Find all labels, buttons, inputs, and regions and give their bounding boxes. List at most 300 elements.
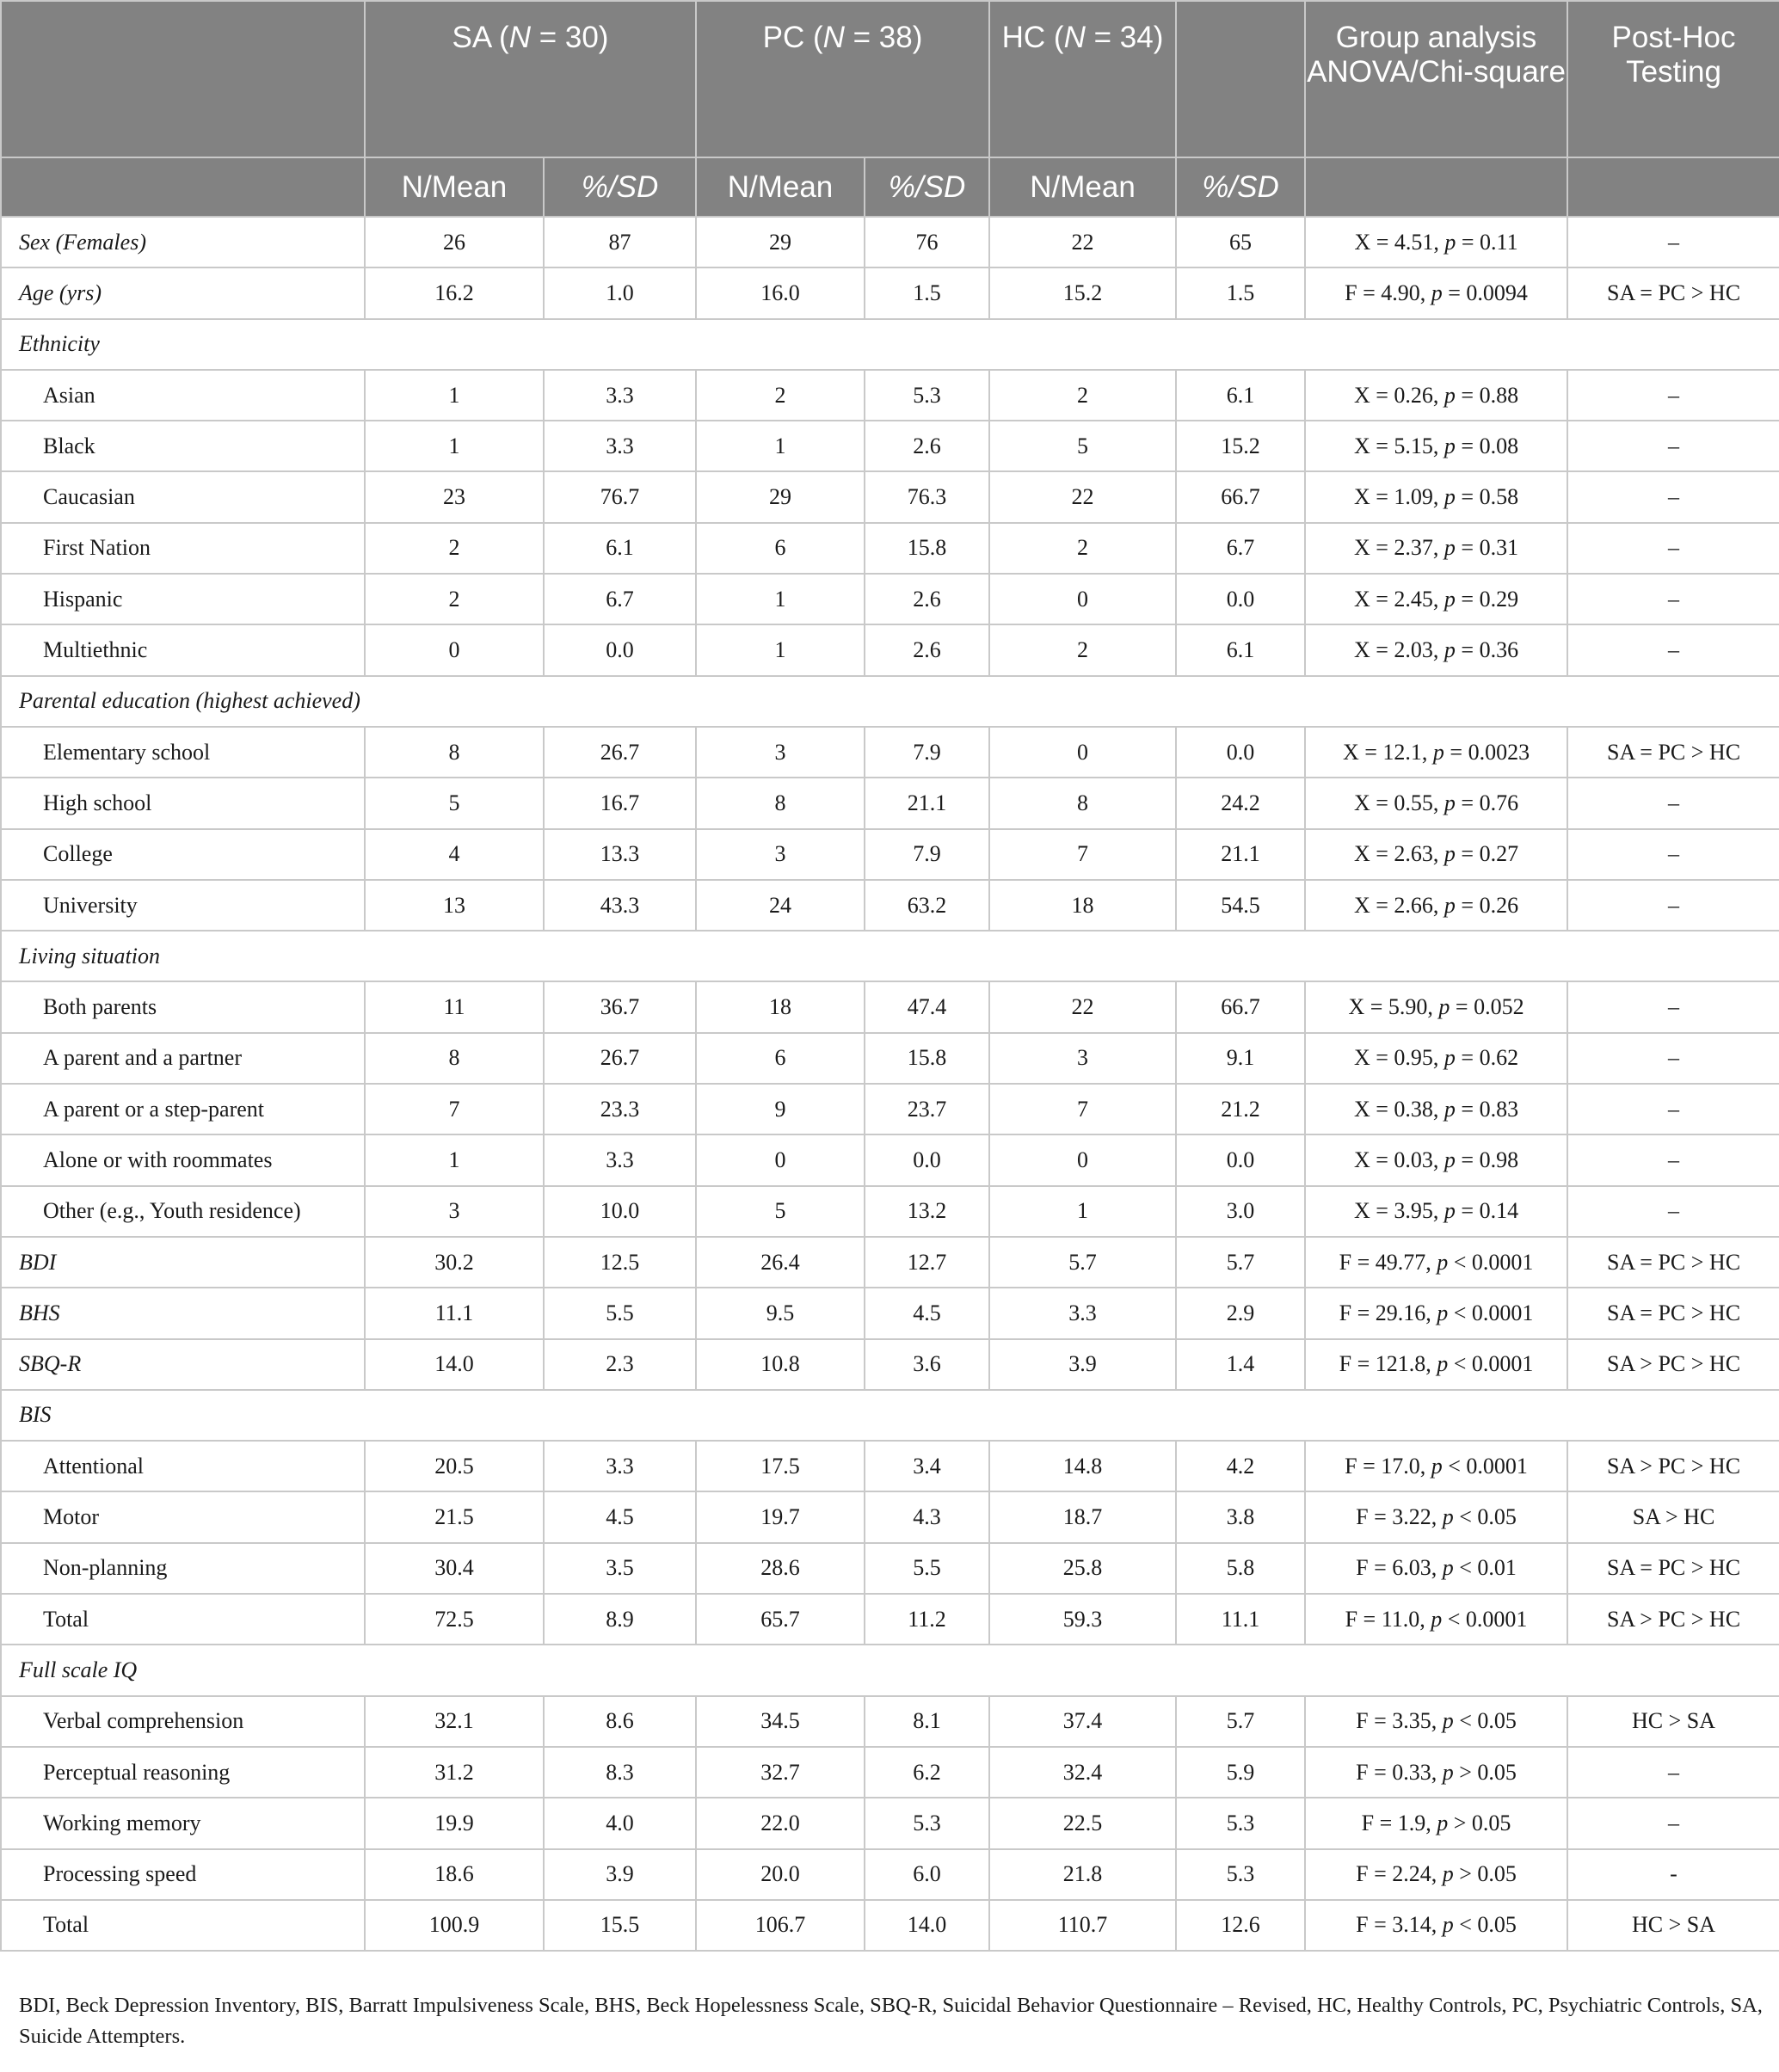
cell-n-mean: 32.1	[365, 1696, 544, 1747]
stat-value: X = 5.90,	[1348, 994, 1439, 1020]
cell-post-hoc: SA > PC > HC	[1567, 1339, 1779, 1390]
cell-n-mean: 1	[989, 1186, 1176, 1237]
cell-pct-sd: 87	[544, 217, 696, 267]
cell-pct-sd: 1.5	[865, 267, 989, 318]
table-row	[1, 1491, 1779, 1542]
table-row	[1, 1696, 1779, 1747]
cell-n-mean: 30.4	[365, 1543, 544, 1594]
cell-n-mean: 11.1	[365, 1288, 544, 1338]
cell-group-analysis	[1305, 1237, 1567, 1288]
cell-pct-sd: 8.1	[865, 1696, 989, 1747]
cell-pct-sd: 6.7	[544, 574, 696, 624]
cell-group-analysis	[1305, 1849, 1567, 1900]
table-row	[1, 1798, 1779, 1848]
cell-n-mean: 8	[989, 778, 1176, 828]
cell-pct-sd: 16.7	[544, 778, 696, 828]
cell-n-mean: 3.9	[989, 1339, 1176, 1390]
p-value: < 0.0001	[1448, 1249, 1534, 1275]
row-label: Asian	[1, 370, 365, 421]
cell-group-analysis	[1305, 370, 1567, 421]
cell-pct-sd: 0.0	[1176, 727, 1305, 778]
row-label: A parent or a step-parent	[1, 1084, 365, 1134]
cell-post-hoc: -	[1567, 1849, 1779, 1900]
row-label: Total	[1, 1594, 365, 1645]
row-label: Perceptual reasoning	[1, 1747, 365, 1798]
cell-pct-sd: 2.9	[1176, 1288, 1305, 1338]
cell-n-mean: 19.7	[696, 1491, 865, 1542]
cell-pct-sd: 2.3	[544, 1339, 696, 1390]
p-value: = 0.14	[1455, 1198, 1519, 1224]
p-value: = 0.83	[1455, 1096, 1519, 1122]
row-label: Both parents	[1, 981, 365, 1032]
stat-value: X = 5.15,	[1353, 433, 1444, 458]
cell-pct-sd: 1.4	[1176, 1339, 1305, 1390]
cell-pct-sd: 36.7	[544, 981, 696, 1032]
cell-pct-sd: 26.7	[544, 727, 696, 778]
cell-pct-sd: 8.3	[544, 1747, 696, 1798]
stat-value: X = 2.63,	[1353, 841, 1444, 867]
header-group-pc: PC (N = 38)	[696, 1, 989, 157]
cell-n-mean: 10.8	[696, 1339, 865, 1390]
p-symbol: p	[1438, 994, 1450, 1020]
cell-n-mean: 22	[989, 217, 1176, 267]
table-row	[1, 1134, 1779, 1185]
p-symbol: p	[1444, 382, 1456, 408]
p-value: = 0.58	[1455, 484, 1519, 510]
cell-pct-sd: 8.9	[544, 1594, 696, 1645]
stat-value: F = 11.0,	[1345, 1606, 1431, 1632]
cell-n-mean: 7	[989, 829, 1176, 880]
p-value: > 0.05	[1453, 1861, 1517, 1887]
cell-pct-sd: 5.7	[1176, 1237, 1305, 1288]
cell-n-mean: 2	[365, 523, 544, 574]
cell-pct-sd: 0.0	[544, 624, 696, 675]
p-symbol: p	[1442, 1555, 1454, 1581]
cell-post-hoc: SA = PC > HC	[1567, 1288, 1779, 1338]
cell-n-mean: 30.2	[365, 1237, 544, 1288]
cell-n-mean: 14.0	[365, 1339, 544, 1390]
table-row	[1, 1186, 1779, 1237]
cell-pct-sd: 15.8	[865, 523, 989, 574]
stat-value: X = 2.37,	[1353, 535, 1444, 561]
cell-pct-sd: 1.5	[1176, 267, 1305, 318]
cell-n-mean: 18	[696, 981, 865, 1032]
p-symbol: p	[1431, 1453, 1443, 1479]
p-symbol: p	[1444, 229, 1456, 255]
cell-n-mean: 2	[989, 370, 1176, 421]
cell-n-mean: 7	[989, 1084, 1176, 1134]
row-label: SBQ-R	[1, 1339, 365, 1390]
cell-pct-sd: 5.5	[865, 1543, 989, 1594]
cell-n-mean: 22	[989, 981, 1176, 1032]
cell-n-mean: 20.5	[365, 1441, 544, 1491]
table-row	[1, 574, 1779, 624]
cell-pct-sd: 2.6	[865, 624, 989, 675]
cell-pct-sd: 0.0	[1176, 574, 1305, 624]
p-value: = 0.98	[1455, 1147, 1519, 1172]
cell-pct-sd: 5.3	[1176, 1798, 1305, 1848]
p-symbol: p	[1444, 1147, 1456, 1172]
cell-n-mean: 1	[696, 574, 865, 624]
cell-group-analysis	[1305, 1747, 1567, 1798]
p-symbol: p	[1431, 1606, 1443, 1632]
cell-post-hoc: –	[1567, 574, 1779, 624]
section-label: Living situation	[1, 931, 1779, 981]
stat-value: X = 12.1,	[1342, 739, 1433, 765]
table-row	[1, 1900, 1779, 1951]
cell-group-analysis	[1305, 1186, 1567, 1237]
p-symbol: p	[1444, 484, 1456, 510]
cell-n-mean: 1	[365, 421, 544, 471]
cell-n-mean: 5	[696, 1186, 865, 1237]
p-symbol: p	[1444, 535, 1456, 561]
cell-n-mean: 13	[365, 880, 544, 931]
cell-pct-sd: 12.6	[1176, 1900, 1305, 1951]
cell-post-hoc: –	[1567, 370, 1779, 421]
cell-n-mean: 3	[989, 1033, 1176, 1084]
table-row	[1, 267, 1779, 318]
cell-n-mean: 16.0	[696, 267, 865, 318]
p-value: = 0.88	[1455, 382, 1519, 408]
cell-pct-sd: 3.9	[544, 1849, 696, 1900]
cell-post-hoc: –	[1567, 1798, 1779, 1848]
cell-pct-sd: 3.5	[544, 1543, 696, 1594]
stat-value: X = 2.03,	[1353, 637, 1444, 663]
cell-post-hoc: –	[1567, 981, 1779, 1032]
cell-group-analysis	[1305, 981, 1567, 1032]
cell-n-mean: 32.4	[989, 1747, 1176, 1798]
cell-post-hoc: –	[1567, 829, 1779, 880]
cell-n-mean: 16.2	[365, 267, 544, 318]
section-label: BIS	[1, 1390, 1779, 1441]
cell-n-mean: 59.3	[989, 1594, 1176, 1645]
cell-pct-sd: 6.2	[865, 1747, 989, 1798]
cell-group-analysis	[1305, 880, 1567, 931]
cell-n-mean: 65.7	[696, 1594, 865, 1645]
stat-value: X = 0.03,	[1353, 1147, 1444, 1172]
p-value: < 0.0001	[1442, 1606, 1528, 1632]
cell-n-mean: 25.8	[989, 1543, 1176, 1594]
cell-post-hoc: –	[1567, 1186, 1779, 1237]
cell-post-hoc: –	[1567, 624, 1779, 675]
cell-pct-sd: 15.8	[865, 1033, 989, 1084]
cell-group-analysis	[1305, 1441, 1567, 1491]
row-label: College	[1, 829, 365, 880]
cell-pct-sd: 26.7	[544, 1033, 696, 1084]
cell-n-mean: 110.7	[989, 1900, 1176, 1951]
cell-pct-sd: 4.5	[544, 1491, 696, 1542]
cell-n-mean: 22.5	[989, 1798, 1176, 1848]
cell-n-mean: 100.9	[365, 1900, 544, 1951]
header-empty-cell	[1, 157, 365, 217]
cell-pct-sd: 5.3	[865, 370, 989, 421]
cell-group-analysis	[1305, 1696, 1567, 1747]
cell-n-mean: 106.7	[696, 1900, 865, 1951]
header-group-analysis: Group analysis ANOVA/Chi-square	[1305, 1, 1567, 157]
row-label: Elementary school	[1, 727, 365, 778]
row-label: Hispanic	[1, 574, 365, 624]
cell-pct-sd: 47.4	[865, 981, 989, 1032]
p-symbol: p	[1444, 790, 1456, 815]
header-group-hc: HC (N = 34)	[989, 1, 1176, 157]
cell-n-mean: 9.5	[696, 1288, 865, 1338]
cell-post-hoc: –	[1567, 1747, 1779, 1798]
cell-post-hoc: SA = PC > HC	[1567, 267, 1779, 318]
p-value: = 0.0023	[1444, 739, 1530, 765]
cell-pct-sd: 3.8	[1176, 1491, 1305, 1542]
cell-pct-sd: 3.0	[1176, 1186, 1305, 1237]
p-value: = 0.62	[1455, 1045, 1519, 1071]
cell-pct-sd: 4.0	[544, 1798, 696, 1848]
cell-n-mean: 9	[696, 1084, 865, 1134]
cell-pct-sd: 66.7	[1176, 471, 1305, 522]
cell-post-hoc: SA > HC	[1567, 1491, 1779, 1542]
table-row	[1, 319, 1779, 370]
table-row	[1, 727, 1779, 778]
stat-value: F = 121.8,	[1339, 1351, 1437, 1377]
cell-n-mean: 18	[989, 880, 1176, 931]
cell-n-mean: 1	[696, 624, 865, 675]
p-symbol: p	[1444, 1198, 1456, 1224]
cell-pct-sd: 10.0	[544, 1186, 696, 1237]
p-symbol: p	[1444, 637, 1456, 663]
cell-group-analysis	[1305, 1339, 1567, 1390]
cell-pct-sd: 12.7	[865, 1237, 989, 1288]
cell-n-mean: 31.2	[365, 1747, 544, 1798]
table-row	[1, 778, 1779, 828]
cell-n-mean: 4	[365, 829, 544, 880]
section-label: Full scale IQ	[1, 1645, 1779, 1695]
row-label: Alone or with roommates	[1, 1134, 365, 1185]
p-value: = 0.29	[1455, 586, 1519, 612]
header-pct-sd: %/SD	[544, 157, 696, 217]
cell-pct-sd: 3.4	[865, 1441, 989, 1491]
cell-n-mean: 26.4	[696, 1237, 865, 1288]
cell-pct-sd: 5.3	[1176, 1849, 1305, 1900]
cell-n-mean: 8	[696, 778, 865, 828]
section-label: Ethnicity	[1, 319, 1779, 370]
cell-post-hoc: –	[1567, 778, 1779, 828]
table-row	[1, 523, 1779, 574]
table-row	[1, 880, 1779, 931]
cell-post-hoc: SA = PC > HC	[1567, 727, 1779, 778]
cell-pct-sd: 3.3	[544, 421, 696, 471]
cell-pct-sd: 11.2	[865, 1594, 989, 1645]
stat-value: X = 3.95,	[1353, 1198, 1444, 1224]
cell-post-hoc: –	[1567, 471, 1779, 522]
stat-value: X = 1.09,	[1353, 484, 1444, 510]
table-row	[1, 624, 1779, 675]
cell-group-analysis	[1305, 471, 1567, 522]
cell-pct-sd: 24.2	[1176, 778, 1305, 828]
cell-pct-sd: 0.0	[1176, 1134, 1305, 1185]
p-symbol: p	[1437, 1300, 1449, 1325]
cell-n-mean: 3	[365, 1186, 544, 1237]
cell-pct-sd: 2.6	[865, 421, 989, 471]
cell-pct-sd: 0.0	[865, 1134, 989, 1185]
cell-n-mean: 5	[365, 778, 544, 828]
cell-group-analysis	[1305, 624, 1567, 675]
stat-value: X = 2.45,	[1353, 586, 1444, 612]
stat-value: F = 2.24,	[1356, 1861, 1443, 1887]
stat-value: F = 3.22,	[1356, 1504, 1443, 1530]
cell-pct-sd: 15.2	[1176, 421, 1305, 471]
p-value: > 0.05	[1448, 1810, 1511, 1835]
table-row	[1, 1237, 1779, 1288]
table-row	[1, 217, 1779, 267]
row-label: Attentional	[1, 1441, 365, 1491]
p-value: < 0.05	[1453, 1504, 1517, 1530]
cell-pct-sd: 43.3	[544, 880, 696, 931]
p-value: > 0.05	[1453, 1759, 1517, 1785]
cell-pct-sd: 76	[865, 217, 989, 267]
cell-pct-sd: 13.2	[865, 1186, 989, 1237]
cell-pct-sd: 4.2	[1176, 1441, 1305, 1491]
cell-post-hoc: HC > SA	[1567, 1900, 1779, 1951]
table-row	[1, 1288, 1779, 1338]
cell-group-analysis	[1305, 523, 1567, 574]
cell-pct-sd: 13.3	[544, 829, 696, 880]
table-row	[1, 370, 1779, 421]
cell-group-analysis	[1305, 1288, 1567, 1338]
p-value: < 0.05	[1453, 1708, 1517, 1734]
stat-value: F = 29.16,	[1339, 1300, 1437, 1325]
cell-pct-sd: 15.5	[544, 1900, 696, 1951]
table-row	[1, 931, 1779, 981]
p-value: < 0.01	[1453, 1555, 1517, 1581]
cell-pct-sd: 76.3	[865, 471, 989, 522]
table-row	[1, 1339, 1779, 1390]
table-row	[1, 1645, 1779, 1695]
p-symbol: p	[1431, 280, 1443, 305]
cell-n-mean: 8	[365, 1033, 544, 1084]
cell-n-mean: 3.3	[989, 1288, 1176, 1338]
cell-n-mean: 1	[365, 370, 544, 421]
cell-group-analysis	[1305, 574, 1567, 624]
cell-group-analysis	[1305, 421, 1567, 471]
p-value: = 0.052	[1450, 994, 1524, 1020]
cell-n-mean: 0	[989, 574, 1176, 624]
cell-n-mean: 3	[696, 727, 865, 778]
cell-n-mean: 18.6	[365, 1849, 544, 1900]
table-row	[1, 1594, 1779, 1645]
cell-group-analysis	[1305, 1594, 1567, 1645]
cell-pct-sd: 3.6	[865, 1339, 989, 1390]
row-label: Sex (Females)	[1, 217, 365, 267]
cell-n-mean: 1	[696, 421, 865, 471]
cell-n-mean: 5.7	[989, 1237, 1176, 1288]
cell-n-mean: 17.5	[696, 1441, 865, 1491]
row-label: Processing speed	[1, 1849, 365, 1900]
p-value: < 0.05	[1453, 1912, 1517, 1938]
p-symbol: p	[1442, 1504, 1454, 1530]
cell-pct-sd: 11.1	[1176, 1594, 1305, 1645]
stat-value: X = 0.55,	[1353, 790, 1444, 815]
cell-pct-sd: 9.1	[1176, 1033, 1305, 1084]
cell-group-analysis	[1305, 1900, 1567, 1951]
cell-pct-sd: 5.3	[865, 1798, 989, 1848]
cell-post-hoc: –	[1567, 421, 1779, 471]
cell-pct-sd: 7.9	[865, 829, 989, 880]
cell-pct-sd: 6.1	[1176, 624, 1305, 675]
cell-n-mean: 14.8	[989, 1441, 1176, 1491]
stat-value: F = 3.35,	[1356, 1708, 1443, 1734]
cell-pct-sd: 6.0	[865, 1849, 989, 1900]
stat-value: F = 6.03,	[1356, 1555, 1443, 1581]
header-group-sa: SA (N = 30)	[365, 1, 696, 157]
table-row	[1, 471, 1779, 522]
cell-pct-sd: 5.9	[1176, 1747, 1305, 1798]
p-symbol: p	[1442, 1759, 1454, 1785]
cell-group-analysis	[1305, 1033, 1567, 1084]
cell-group-analysis	[1305, 829, 1567, 880]
cell-post-hoc: –	[1567, 1033, 1779, 1084]
row-label: Non-planning	[1, 1543, 365, 1594]
stat-value: F = 49.77,	[1339, 1249, 1437, 1275]
cell-pct-sd: 6.1	[544, 523, 696, 574]
header-pct-sd: %/SD	[865, 157, 989, 217]
table-row	[1, 829, 1779, 880]
p-symbol: p	[1444, 433, 1456, 458]
cell-pct-sd: 21.1	[1176, 829, 1305, 880]
cell-n-mean: 26	[365, 217, 544, 267]
cell-pct-sd: 54.5	[1176, 880, 1305, 931]
stat-value: F = 4.90,	[1345, 280, 1431, 305]
row-label: Other (e.g., Youth residence)	[1, 1186, 365, 1237]
row-label: BHS	[1, 1288, 365, 1338]
p-symbol: p	[1442, 1708, 1454, 1734]
p-value: = 0.76	[1455, 790, 1519, 815]
stat-value: X = 2.66,	[1353, 892, 1444, 918]
stat-value: X = 4.51,	[1354, 229, 1445, 255]
p-symbol: p	[1442, 1912, 1454, 1938]
p-value: < 0.0001	[1442, 1453, 1528, 1479]
cell-n-mean: 2	[989, 523, 1176, 574]
cell-group-analysis	[1305, 778, 1567, 828]
stat-value: F = 3.14,	[1356, 1912, 1443, 1938]
cell-n-mean: 72.5	[365, 1594, 544, 1645]
cell-pct-sd: 5.5	[544, 1288, 696, 1338]
cell-n-mean: 29	[696, 217, 865, 267]
cell-n-mean: 8	[365, 727, 544, 778]
table-row	[1, 1441, 1779, 1491]
cell-post-hoc: –	[1567, 1084, 1779, 1134]
cell-pct-sd: 65	[1176, 217, 1305, 267]
cell-n-mean: 18.7	[989, 1491, 1176, 1542]
cell-post-hoc: SA = PC > HC	[1567, 1543, 1779, 1594]
cell-post-hoc: SA > PC > HC	[1567, 1441, 1779, 1491]
header-empty-cell	[1, 1, 365, 157]
header-n-mean: N/Mean	[365, 157, 544, 217]
p-symbol: p	[1444, 586, 1456, 612]
header-empty-cell	[1305, 157, 1567, 217]
cell-n-mean: 0	[696, 1134, 865, 1185]
cell-n-mean: 5	[989, 421, 1176, 471]
p-value: = 0.27	[1455, 841, 1519, 867]
p-value: = 0.26	[1455, 892, 1519, 918]
stat-value: X = 0.38,	[1353, 1096, 1444, 1122]
cell-n-mean: 34.5	[696, 1696, 865, 1747]
cell-n-mean: 24	[696, 880, 865, 931]
cell-n-mean: 19.9	[365, 1798, 544, 1848]
row-label: Verbal comprehension	[1, 1696, 365, 1747]
cell-post-hoc: –	[1567, 880, 1779, 931]
cell-pct-sd: 4.5	[865, 1288, 989, 1338]
cell-n-mean: 1	[365, 1134, 544, 1185]
cell-pct-sd: 66.7	[1176, 981, 1305, 1032]
p-symbol: p	[1444, 841, 1456, 867]
p-symbol: p	[1437, 1249, 1449, 1275]
